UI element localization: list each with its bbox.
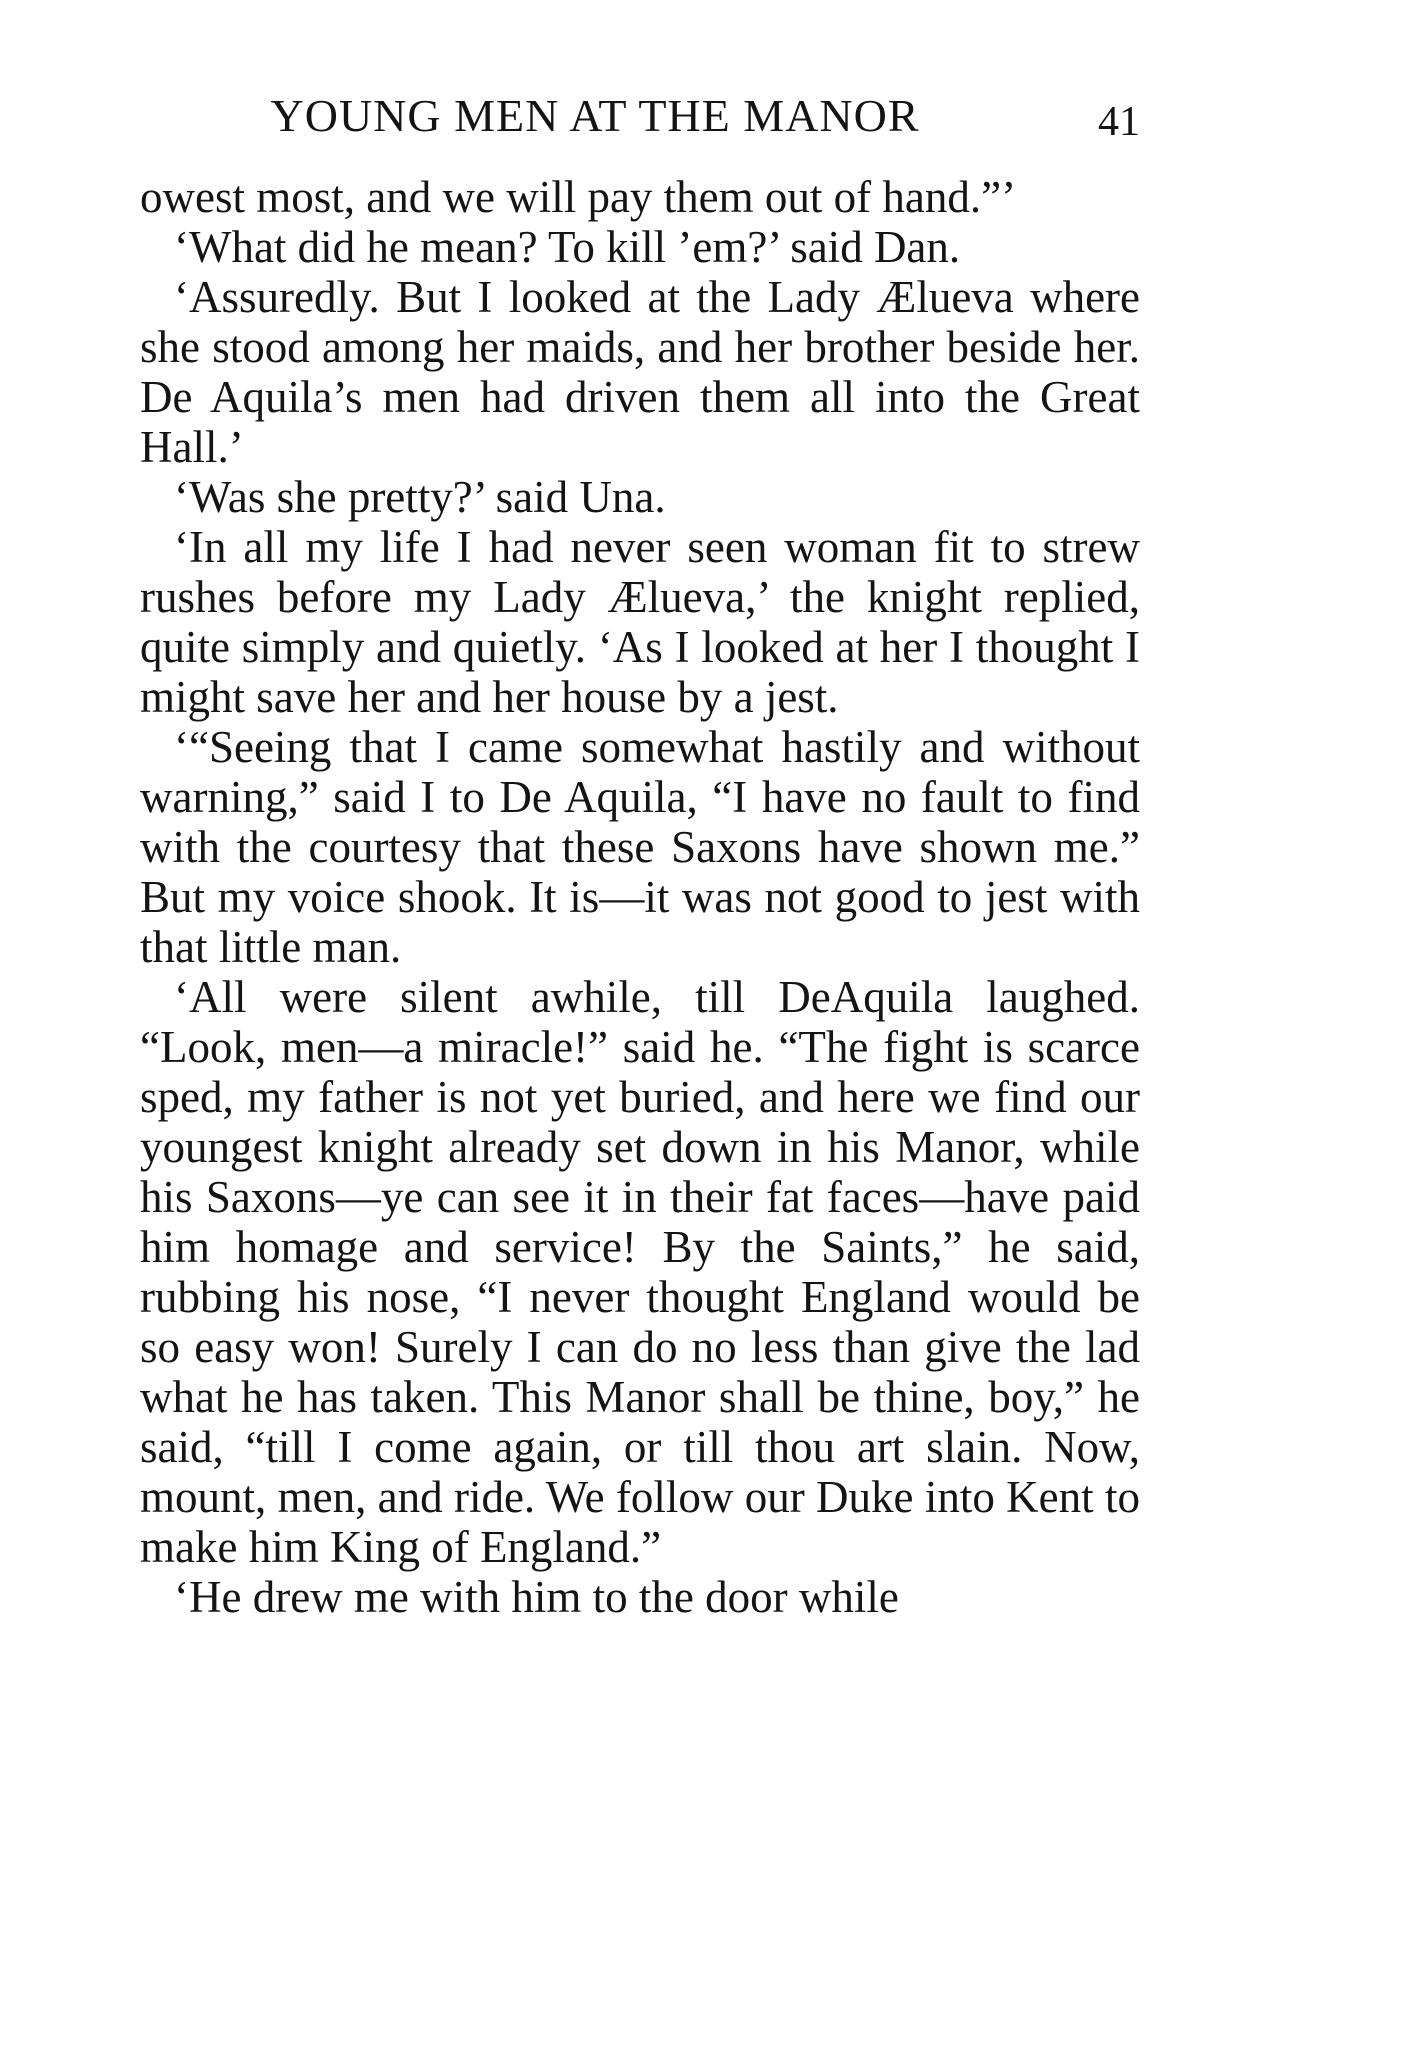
- page-header: [140, 86, 1140, 146]
- paragraph: ‘What did he mean? To kill ’em?’ said Dan.: [174, 222, 961, 272]
- paragraph: ‘“Seeing that I came somewhat hastily and without warning,” said I to De Aquila, “I have no fault to find with the courtesy that these Saxons have shown me.” But my voice shook. It is—it was not good to jest with that little man.: [140, 722, 1140, 972]
- paragraph: ‘In all my life I had never seen woman fit to strew rushes before my Lady Ælueva,’ the knight replied, quite simply and quietly. ‘As I looked at her I thought I might save her and her house by a jest.: [140, 522, 1140, 722]
- paragraph: ‘Assuredly. But I looked at the Lady Ælueva where she stood among her maids, and her brother beside her. De Aquila’s men had driven them all into the Great Hall.’: [140, 272, 1140, 472]
- page-number: 41: [1098, 99, 1140, 145]
- running-title: YOUNG MEN AT THE MANOR: [270, 90, 920, 141]
- paragraph: ‘Was she pretty?’ said Una.: [174, 472, 666, 522]
- paragraph: ‘All were silent awhile, till DeAquila laughed. “Look, men—a miracle!” said he. “The fight is scarce sped, my father is not yet buried, and here we find our youngest knight already set down in his Manor, while his Saxons—ye can see it in their fat faces—have paid him homage and service! By the Saints,” he said, rubbing his nose, “I never thought England would be so easy won! Surely I can do no less than give the lad what he has taken. This Manor shall be thine, boy,” he said, “till I come again, or till thou art slain. Now, mount, men, and ride. We follow our Duke into Kent to make him King of England.”: [140, 972, 1140, 1572]
- body-text: [140, 172, 1140, 1622]
- book-page: [140, 86, 1140, 1622]
- paragraph: ‘He drew me with him to the door while: [174, 1572, 899, 1622]
- paragraph: owest most, and we will pay them out of hand.”’: [140, 172, 1017, 222]
